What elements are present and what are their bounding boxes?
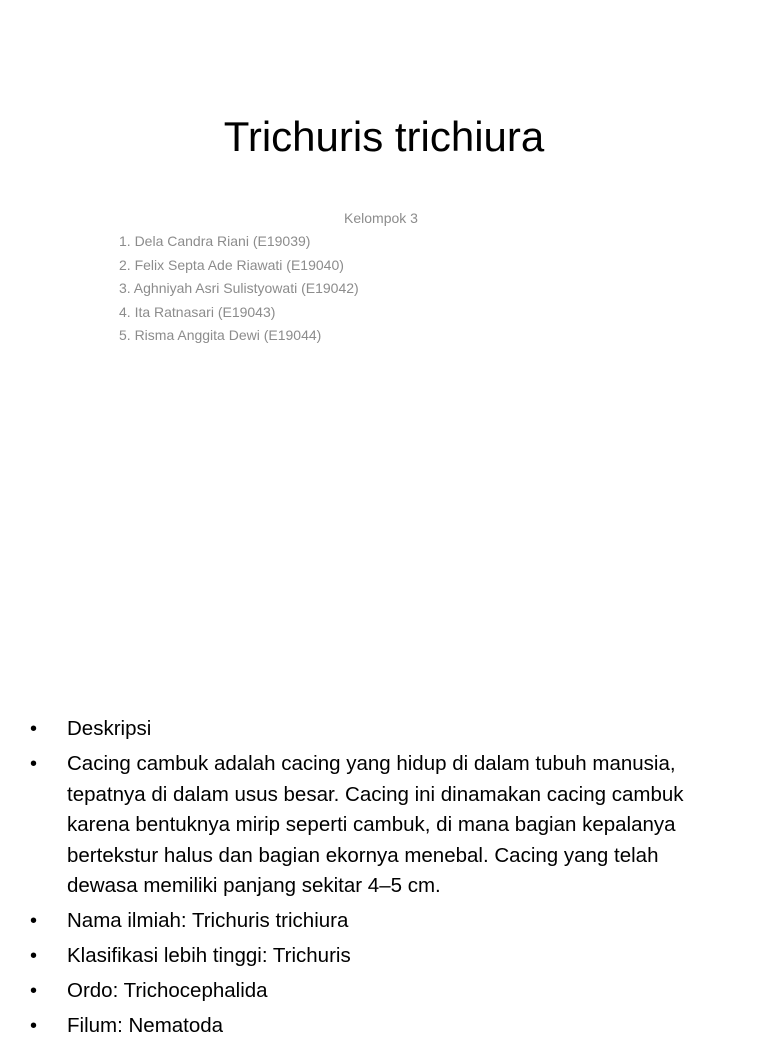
content-slide [0, 700, 768, 1037]
bullet-item [30, 749, 730, 902]
bullet-dot-icon: • [30, 945, 38, 967]
bullet-item [30, 1011, 730, 1042]
member-item: 3. Aghniyah Asri Sulistyowati (E19042) [119, 280, 359, 296]
bullet-item [30, 941, 730, 972]
bullet-text: Ordo: Trichocephalida [67, 979, 268, 1002]
bullet-text: Nama ilmiah: Trichuris trichiura [67, 909, 349, 932]
bullet-text: Filum: Nematoda [67, 1014, 224, 1037]
bullet-item [30, 976, 730, 1007]
bullet-text: Cacing cambuk adalah cacing yang hidup di dalam tubuh manusia, tepatnya di dalam usus besar. Cacing ini dinamakan cacing cambuk karena bentuknya mirip seperti cambuk, di mana bagian kepalanya bertekstur halus dan bagian ekornya menebal. Cacing yang telah dewasa memiliki panjang sekitar 4–5 cm. [67, 752, 684, 897]
bullet-text: Klasifikasi lebih tinggi: Trichuris [67, 944, 351, 967]
bullet-text: Deskripsi [67, 717, 152, 740]
member-item: 2. Felix Septa Ade Riawati (E19040) [119, 256, 344, 273]
member-item: 4. Ita Ratnasari (E19043) [119, 303, 276, 320]
bullet-dot-icon: • [30, 1015, 38, 1037]
bullet-item [30, 714, 730, 745]
member-item: 5. Risma Anggita Dewi (E19044) [119, 327, 322, 343]
bullet-list [30, 714, 730, 1046]
bullet-dot-icon: • [30, 718, 38, 740]
bullet-dot-icon: • [30, 910, 38, 932]
bullet-dot-icon: • [30, 753, 38, 775]
group-heading: Kelompok 3 [344, 210, 418, 226]
member-list [119, 230, 359, 348]
slide-title: Trichuris trichiura [223, 113, 545, 160]
bullet-dot-icon: • [30, 980, 38, 1002]
member-item: 1. Dela Candra Riani (E19039) [119, 233, 311, 249]
bullet-item [30, 906, 730, 937]
